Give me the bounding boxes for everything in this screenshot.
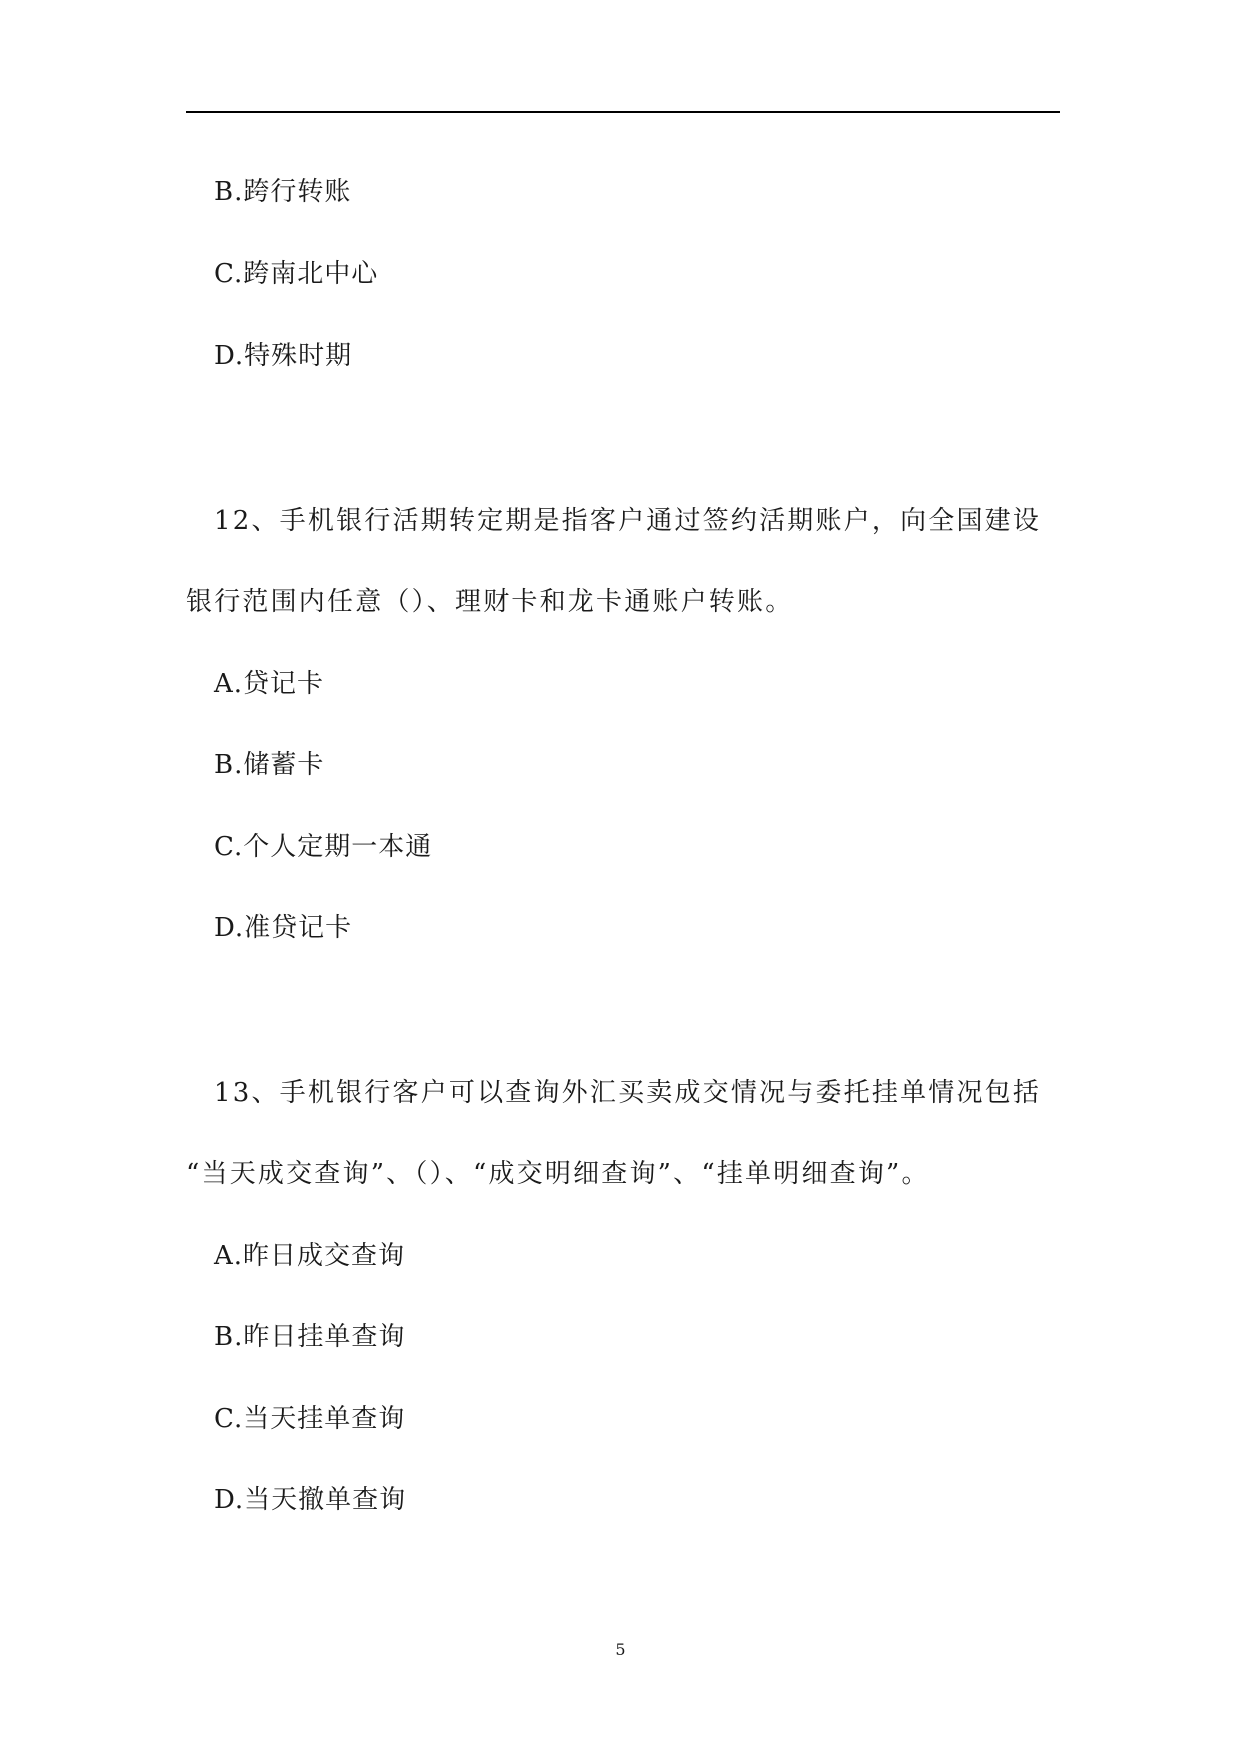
option-b: B.跨行转账 xyxy=(214,177,352,207)
option-d: D.当天撤单查询 xyxy=(214,1485,407,1515)
option-b: B.昨日挂单查询 xyxy=(214,1322,406,1352)
question-12-stem-line-2: 银行范围内任意（）、理财卡和龙卡通账户转账。 xyxy=(186,587,794,617)
option-c: C.当天挂单查询 xyxy=(214,1404,406,1434)
question-12-stem-line-1: 12、手机银行活期转定期是指客户通过签约活期账户，向全国建设 xyxy=(214,506,1042,536)
question-13-stem-line-2: “当天成交查询”、（）、“成交明细查询”、“挂单明细查询”。 xyxy=(186,1159,930,1189)
option-d: D.特殊时期 xyxy=(214,341,353,371)
page-number: 5 xyxy=(615,1640,626,1659)
option-b: B.储蓄卡 xyxy=(214,750,325,780)
option-a: A.贷记卡 xyxy=(214,669,325,699)
header-rule xyxy=(186,111,1060,113)
option-c: C.跨南北中心 xyxy=(214,259,379,289)
option-d: D.准贷记卡 xyxy=(214,913,353,943)
option-c: C.个人定期一本通 xyxy=(214,832,433,862)
question-13-stem-line-1: 13、手机银行客户可以查询外汇买卖成交情况与委托挂单情况包括 xyxy=(214,1078,1042,1108)
option-a: A.昨日成交查询 xyxy=(214,1241,406,1271)
